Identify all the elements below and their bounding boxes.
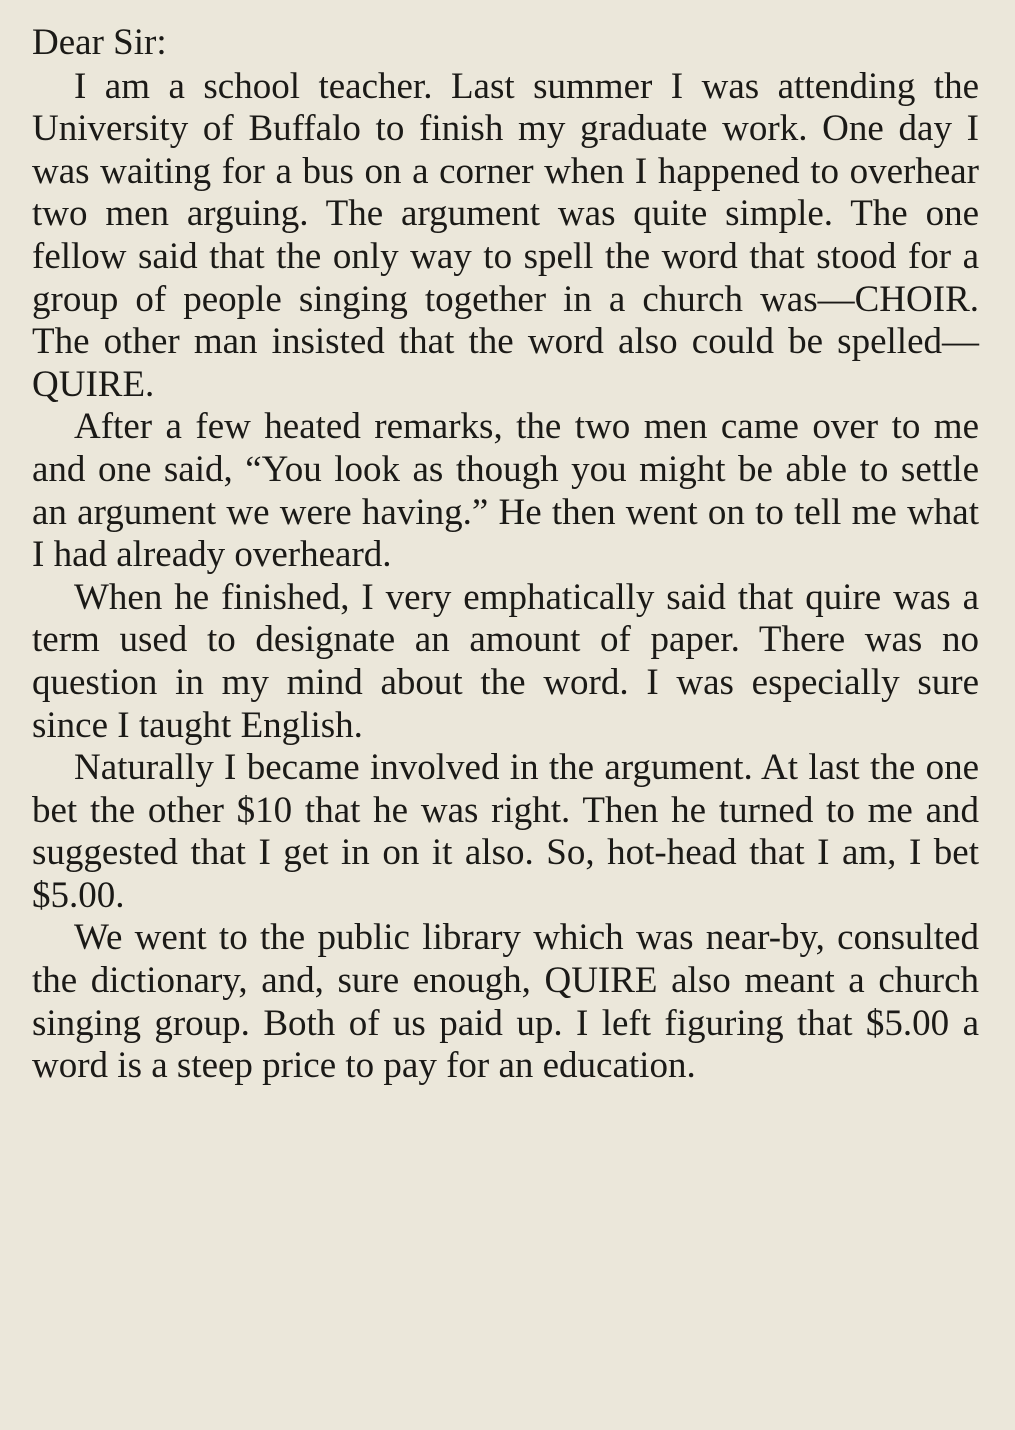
paragraph-5: We went to the public library which was near-by, consulted the dictionary, and, sure enough, QUIRE also meant a church singing group. Both of us paid up. I left figuring that $5.00 a word is a steep price to pay for an education. (32, 917, 979, 1087)
salutation: Dear Sir: (32, 22, 167, 63)
paragraph-2: After a few heated remarks, the two men came over to me and one said, “You look as though you might be able to settle an argument we were having.” He then went on to tell me what I had already overheard. (32, 406, 979, 576)
paragraph-1: I am a school teacher. Last summer I was attending the University of Buffalo to finish my graduate work. One day I was waiting for a bus on a corner when I happened to overhear two men arguing. The argument was quite simple. The one fellow said that the only way to spell the word that stood for a group of people singing together in a church was—CHOIR. The other man insisted that the word also could be spelled—QUIRE. (32, 65, 979, 405)
paragraph-4: Naturally I became involved in the argument. At last the one bet the other $10 that he was right. Then he turned to me and suggested that I get in on it also. So, hot-head that I am, I bet $5.00. (32, 747, 979, 916)
paragraph-3: When he finished, I very emphatically said that quire was a term used to designate an amount of paper. There was no question in my mind about the word. I was especially sure since I taught English. (32, 576, 979, 746)
